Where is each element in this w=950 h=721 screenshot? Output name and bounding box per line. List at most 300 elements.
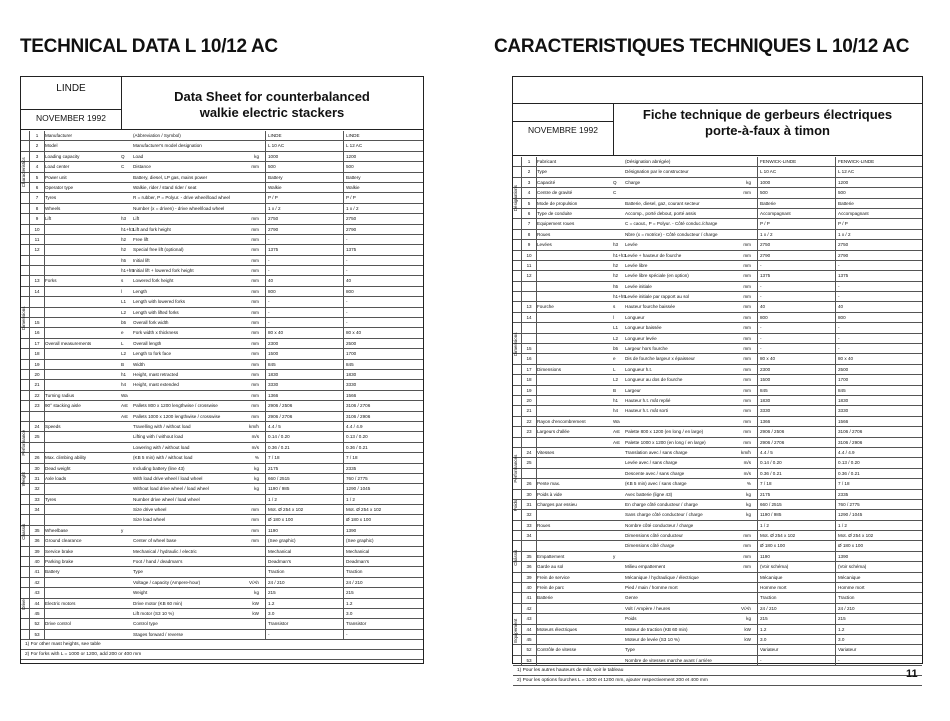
row-name: Tyres: [45, 496, 57, 502]
row-description: Fork width x thickness: [133, 330, 179, 336]
table-row: [21, 578, 423, 588]
row-number: 5: [521, 199, 537, 208]
row-name: Poids à vide: [537, 491, 563, 497]
row-number: 6: [29, 183, 45, 192]
row-description: Length: [133, 288, 148, 294]
row-symbol: l: [613, 314, 615, 320]
row-name: Moteurs électriques: [537, 626, 578, 632]
row-value-model-2: Variateur: [835, 645, 908, 654]
row-unit: kW: [744, 626, 751, 632]
row-symbol: L: [121, 340, 124, 346]
row-name: Wheels: [45, 205, 61, 211]
row-value-model-2: Ø 180 x 100: [343, 515, 416, 524]
row-name: Contrôle de vitesse: [537, 647, 577, 653]
row-symbol: C: [613, 190, 617, 196]
row-value-model-1: 1500: [757, 375, 834, 384]
row-name: Frein de service: [537, 574, 570, 580]
row-unit: mm: [251, 361, 259, 367]
row-number: 26: [521, 479, 537, 488]
row-name: Loading capacity: [45, 153, 80, 159]
table-row: [21, 152, 423, 162]
table-row: [513, 583, 922, 593]
row-description: Load: [133, 153, 144, 159]
section-label: Désignations: [513, 185, 518, 212]
row-value-model-2: 1830: [835, 396, 908, 405]
row-description: Dis de fourche largeur x épaisseur: [625, 356, 695, 362]
row-name: Type: [537, 169, 547, 175]
row-name: Empattement: [537, 553, 565, 559]
row-number: 32: [29, 484, 45, 493]
row-number: 34: [29, 505, 45, 514]
row-number: [29, 297, 45, 306]
row-value-model-1: Ø 180 x 100: [757, 541, 834, 550]
row-description: Height, mast retracted: [133, 371, 179, 377]
row-description: Center of wheel base: [133, 538, 177, 544]
row-description: Length with lowered forks: [133, 299, 186, 305]
row-description: Levée libre: [625, 262, 648, 268]
row-value-model-1: -: [265, 630, 342, 639]
page-title-french: CARACTERISTIQUES TECHNIQUES L 10/12 AC: [494, 36, 910, 57]
row-description: Longueur h.t.: [625, 366, 653, 372]
row-symbol: h2: [613, 273, 619, 279]
row-symbol: L1: [121, 299, 127, 305]
row-description: Size load wheel: [133, 517, 166, 523]
row-description: Without load drive wheel / load wheel: [133, 486, 209, 492]
row-value-model-1: -: [265, 297, 342, 306]
row-number: 24: [521, 448, 537, 457]
row-symbol: h3: [613, 242, 619, 248]
row-value-model-1: Variateur: [757, 645, 834, 654]
row-name: Frein de parc: [537, 585, 565, 591]
table-row: [21, 474, 423, 484]
table-row: [513, 209, 922, 219]
row-value-model-2: 1290 / 1045: [835, 510, 908, 519]
data-sheet-english: [20, 76, 424, 664]
row-number: 21: [29, 380, 45, 389]
row-number: 42: [521, 604, 537, 613]
table-row: [21, 567, 423, 577]
row-description: Levée initiale: [625, 283, 652, 289]
row-value-model-2: (See graphic): [343, 536, 416, 545]
row-value-model-1: 4.4 / 5: [265, 422, 342, 431]
row-value-model-2: 40: [835, 302, 908, 311]
row-description: Control type: [133, 621, 158, 627]
row-value-model-2: 2790: [835, 251, 908, 260]
row-symbol: h1: [613, 397, 619, 403]
row-number: 45: [521, 635, 537, 644]
sheet-title-line1: Fiche technique de gerbeurs électriques: [642, 107, 893, 122]
row-value-model-2: 3.0: [343, 609, 416, 618]
row-symbol: L: [613, 366, 616, 372]
row-value-model-2: Mot. Ø 254 x 102: [835, 531, 908, 540]
row-description: Poids: [625, 616, 637, 622]
row-description: Longueur au dos de fourche: [625, 377, 683, 383]
row-number: 40: [521, 583, 537, 592]
row-number: 39: [521, 573, 537, 582]
row-number: 39: [29, 547, 45, 556]
footnote: 1) For other mast heights, see table: [21, 640, 423, 650]
row-name: Type de conduite: [537, 210, 572, 216]
row-value-model-1: FENWICK-LINDE: [757, 157, 834, 166]
row-unit: kg: [746, 501, 751, 507]
row-value-model-2: 2790: [343, 225, 416, 234]
row-description: Distance: [133, 164, 151, 170]
table-row: [513, 625, 922, 635]
row-value-model-1: 2790: [757, 251, 834, 260]
row-number: [521, 334, 537, 343]
row-value-model-2: 3106 / 2706: [343, 401, 416, 410]
row-name: Electric motors: [45, 600, 76, 606]
table-row: [513, 417, 922, 427]
row-unit: mm: [251, 330, 259, 336]
row-number: 11: [521, 261, 537, 270]
row-description: Avec batterie (ligne 43): [625, 491, 673, 497]
row-description: Hauteur h.t. mât sorti: [625, 408, 668, 414]
data-sheet-french: [512, 76, 923, 684]
row-value-model-2: 1390: [343, 526, 416, 535]
table-row: [21, 193, 423, 203]
row-value-model-1: 1190: [265, 526, 342, 535]
row-value-model-1: 215: [265, 588, 342, 597]
row-unit: mm: [251, 320, 259, 326]
row-number: 33: [521, 521, 537, 530]
row-description: Dimensions côté charge: [625, 543, 675, 549]
row-number: [29, 412, 45, 421]
row-value-model-1: (See graphic): [265, 536, 342, 545]
row-description: Mécanique / hydraulique / électrique: [625, 574, 699, 580]
section-label: Performances: [513, 454, 518, 483]
row-value-model-1: -: [757, 323, 834, 332]
row-value-model-2: Mécanique: [835, 573, 908, 582]
row-description: Voltage / capacity (Ampere-hour): [133, 579, 201, 585]
row-description: Type: [625, 647, 635, 653]
row-name: Roues: [537, 522, 551, 528]
table-row: [21, 391, 423, 401]
row-number: [29, 308, 45, 317]
table-row: [513, 438, 922, 448]
row-number: 23: [521, 427, 537, 436]
row-value-model-1: 660 / 2515: [757, 500, 834, 509]
row-number: 22: [29, 391, 45, 400]
row-value-model-1: 800: [265, 287, 342, 296]
row-value-model-1: 1 / 2: [265, 495, 342, 504]
row-value-model-1: Mécanique: [757, 573, 834, 582]
row-value-model-1: 1375: [265, 245, 342, 254]
table-row: [21, 266, 423, 276]
table-row: [21, 515, 423, 525]
row-name: Drive control: [45, 621, 71, 627]
row-symbol: L2: [613, 335, 619, 341]
table-row: [21, 412, 423, 422]
row-value-model-1: 1 x / 2: [265, 204, 342, 213]
row-symbol: B: [613, 387, 617, 393]
row-value-model-1: 0.14 / 0.20: [757, 458, 834, 467]
row-description: Charge: [625, 179, 641, 185]
row-value-model-1: -: [265, 308, 342, 317]
row-unit: mm: [251, 299, 259, 305]
row-value-model-1: 1000: [265, 152, 342, 161]
row-value-model-1: 2300: [757, 365, 834, 374]
row-number: 14: [29, 287, 45, 296]
table-row: [513, 167, 922, 177]
row-value-model-1: Batterie: [757, 199, 834, 208]
table-row: [513, 510, 922, 520]
row-value-model-1: 1500: [265, 349, 342, 358]
row-value-model-1: 1000: [757, 178, 834, 187]
row-value-model-1: 2906 / 2706: [757, 438, 834, 447]
section-label: Dimensions: [513, 332, 518, 356]
table-row: [513, 562, 922, 572]
row-value-model-2: Mot. Ø 254 x 102: [343, 505, 416, 514]
table-row: [513, 282, 922, 292]
table-row: [513, 313, 922, 323]
row-value-model-1: (Voir schéma): [757, 562, 834, 571]
row-name: Levées: [537, 242, 552, 248]
row-value-model-2: Battery: [343, 173, 416, 182]
row-description: Descente avec / sans charge: [625, 470, 685, 476]
table-row: [513, 188, 922, 198]
footnote: 1) Pour les autres hauteurs de mât, voir le tableau: [513, 666, 922, 676]
row-number: 4: [29, 162, 45, 171]
table-row: [513, 178, 922, 188]
row-description: Nombre côté conducteur / charge: [625, 522, 694, 528]
row-value-model-1: 1375: [757, 271, 834, 280]
row-description: Pallets 800 x 1200 lengthwise / crosswise: [133, 403, 218, 409]
row-symbol: h5: [121, 257, 127, 263]
section-label: Châssis: [513, 549, 518, 566]
row-value-model-1: 2750: [265, 214, 342, 223]
sheet-title-line1: Data Sheet for counterbalanced: [174, 89, 370, 104]
spec-table: [513, 157, 922, 686]
row-symbol: Q: [121, 153, 125, 159]
row-value-model-1: 3.0: [757, 635, 834, 644]
row-unit: %: [254, 455, 259, 461]
row-number: 5: [29, 173, 45, 182]
row-value-model-1: LINDE: [265, 131, 342, 140]
row-name: 90° stacking aisle: [45, 403, 81, 409]
row-description: Drive motor (KB 60 min): [133, 600, 183, 606]
row-value-model-1: -: [757, 344, 834, 353]
row-value-model-2: 215: [343, 588, 416, 597]
row-unit: mm: [743, 294, 751, 300]
row-number: 17: [29, 339, 45, 348]
row-description: Levée + hauteur de fourche: [625, 252, 682, 258]
row-number: 11: [29, 235, 45, 244]
row-description: (KB 5 min) with / without load: [133, 455, 193, 461]
row-number: 41: [521, 593, 537, 602]
table-row: [21, 630, 423, 640]
row-unit: mm: [743, 190, 751, 196]
row-value-model-2: -: [343, 297, 416, 306]
sheet-date: NOVEMBRE 1992: [513, 121, 613, 135]
row-number: 13: [521, 302, 537, 311]
row-number: 44: [29, 599, 45, 608]
row-description: Free lift: [133, 236, 149, 242]
row-symbol: h2: [121, 247, 127, 253]
row-number: [29, 443, 45, 452]
row-value-model-1: 2175: [757, 490, 834, 499]
table-row: [513, 302, 922, 312]
row-number: 10: [29, 225, 45, 234]
footnote: 2) Pour les options fourches L = 1000 et 1200 mm, ajouter respectivement 200 et 400 mm: [513, 676, 922, 686]
row-symbol: s: [613, 304, 616, 310]
row-unit: kg: [746, 179, 751, 185]
row-value-model-1: 1.2: [757, 625, 834, 634]
row-value-model-1: 2750: [757, 240, 834, 249]
row-unit: mm: [743, 553, 751, 559]
row-number: [29, 266, 45, 275]
section-label: Poids: [513, 499, 518, 512]
section-label: Weight: [21, 472, 26, 487]
row-symbol: h2: [613, 262, 619, 268]
row-symbol: l: [121, 288, 123, 294]
row-name: Load center: [45, 164, 70, 170]
row-description: (KB 5 min) avec / sans charge: [625, 481, 687, 487]
row-unit: mm: [743, 564, 751, 570]
row-value-model-2: 24 / 210: [343, 578, 416, 587]
row-name: Wheelbase: [45, 527, 68, 533]
row-value-model-2: FENWICK-LINDE: [835, 157, 908, 166]
row-description: Manufacturer's model designation: [133, 143, 202, 149]
row-value-model-1: 845: [757, 386, 834, 395]
row-name: Dead weight: [45, 465, 71, 471]
table-row: [21, 173, 423, 183]
row-value-model-2: 1700: [343, 349, 416, 358]
row-unit: m/s: [251, 444, 259, 450]
row-description: Length with lifted forks: [133, 309, 179, 315]
row-number: 9: [521, 240, 537, 249]
sheet-title: [121, 89, 423, 121]
table-row: [513, 157, 922, 167]
row-description: Battery, diesel, LP gas, mains power: [133, 174, 208, 180]
row-symbol: h5: [613, 283, 619, 289]
row-number: [29, 256, 45, 265]
table-row: [513, 531, 922, 541]
row-number: 8: [29, 204, 45, 213]
row-value-model-1: 0.36 / 0.21: [757, 469, 834, 478]
row-name: Charges par essieu: [537, 501, 577, 507]
row-unit: mm: [251, 226, 259, 232]
row-name: Centre de gravité: [537, 190, 573, 196]
row-value-model-2: -: [343, 630, 416, 639]
row-value-model-1: -: [265, 318, 342, 327]
row-unit: kg: [746, 616, 751, 622]
row-number: 15: [29, 318, 45, 327]
row-unit: mm: [251, 517, 259, 523]
row-symbol: Ast: [613, 429, 620, 435]
table-row: [21, 360, 423, 370]
row-number: 7: [521, 219, 537, 228]
row-name: Roues: [537, 231, 551, 237]
row-name: Operator type: [45, 184, 74, 190]
row-unit: mm: [743, 377, 751, 383]
row-number: 36: [521, 562, 537, 571]
row-value-model-2: 1700: [835, 375, 908, 384]
row-number: 53: [29, 630, 45, 639]
row-value-model-2: Accompagnant: [835, 209, 908, 218]
table-row: [21, 588, 423, 598]
table-row: [513, 386, 922, 396]
row-unit: km/h: [741, 449, 751, 455]
table-row: [513, 479, 922, 489]
row-description: Batterie, diesel, gaz, courant secteur: [625, 200, 700, 206]
row-name: Largeurs d'allée: [537, 429, 570, 435]
row-number: [29, 515, 45, 524]
row-value-model-2: 1 x / 2: [835, 230, 908, 239]
row-unit: mm: [251, 216, 259, 222]
row-number: 34: [521, 531, 537, 540]
row-value-model-1: 3330: [757, 406, 834, 415]
row-description: Height, mast extended: [133, 382, 179, 388]
row-unit: mm: [251, 288, 259, 294]
table-row: [21, 225, 423, 235]
row-unit: mm: [743, 283, 751, 289]
row-symbol: Ast: [613, 439, 620, 445]
row-value-model-1: L 10 AC: [757, 167, 834, 176]
row-name: Forks: [45, 278, 57, 284]
row-number: [521, 323, 537, 332]
row-value-model-2: -: [343, 256, 416, 265]
row-description: Moteur de traction (KB 60 min): [625, 626, 688, 632]
row-number: 13: [29, 276, 45, 285]
row-unit: mm: [251, 538, 259, 544]
row-unit: mm: [743, 346, 751, 352]
row-description: Hauteur h.t. mât replié: [625, 397, 671, 403]
row-name: Dimensions: [537, 366, 561, 372]
row-description: Nbre (x = motrice) - Côté conducteur / charge: [625, 231, 718, 237]
row-unit: m/s: [743, 470, 751, 476]
row-value-model-2: -: [343, 235, 416, 244]
row-name: Pente max.: [537, 481, 561, 487]
table-row: [513, 490, 922, 500]
row-value-model-1: Transistor: [265, 619, 342, 628]
row-description: Special free lift (optional): [133, 247, 184, 253]
row-value-model-2: 80 x 40: [835, 354, 908, 363]
section-label: Characteristics: [21, 157, 26, 188]
row-value-model-2: 215: [835, 614, 908, 623]
row-value-model-2: 1830: [343, 370, 416, 379]
row-description: Milieu empattement: [625, 564, 666, 570]
row-value-model-1: 1366: [757, 417, 834, 426]
row-number: 6: [521, 209, 537, 218]
row-number: 21: [521, 406, 537, 415]
row-value-model-1: 845: [265, 360, 342, 369]
row-symbol: L2: [121, 351, 127, 357]
row-name: Power unit: [45, 174, 67, 180]
row-value-model-2: Ø 180 x 100: [835, 541, 908, 550]
row-value-model-1: P / P: [757, 219, 834, 228]
row-value-model-2: Deadman's: [343, 557, 416, 566]
row-symbol: h1+h3: [121, 226, 134, 232]
row-value-model-2: 2500: [835, 365, 908, 374]
table-row: [21, 370, 423, 380]
row-number: 16: [29, 328, 45, 337]
row-unit: kg: [746, 491, 751, 497]
row-value-model-1: 660 / 2515: [265, 474, 342, 483]
table-row: [513, 500, 922, 510]
row-description: Mechanical / hydraulic / electric: [133, 548, 197, 554]
row-value-model-2: Batterie: [835, 199, 908, 208]
row-number: 3: [29, 152, 45, 161]
row-name: Rayon d'encombrement: [537, 418, 586, 424]
row-value-model-2: Traction: [835, 593, 908, 602]
table-row: [513, 427, 922, 437]
row-unit: mm: [743, 543, 751, 549]
row-unit: mm: [743, 262, 751, 268]
row-description: C = caout., P = Polyur. - Côté conduc./charge: [625, 221, 718, 227]
row-value-model-1: 3.0: [265, 609, 342, 618]
table-row: [21, 162, 423, 172]
